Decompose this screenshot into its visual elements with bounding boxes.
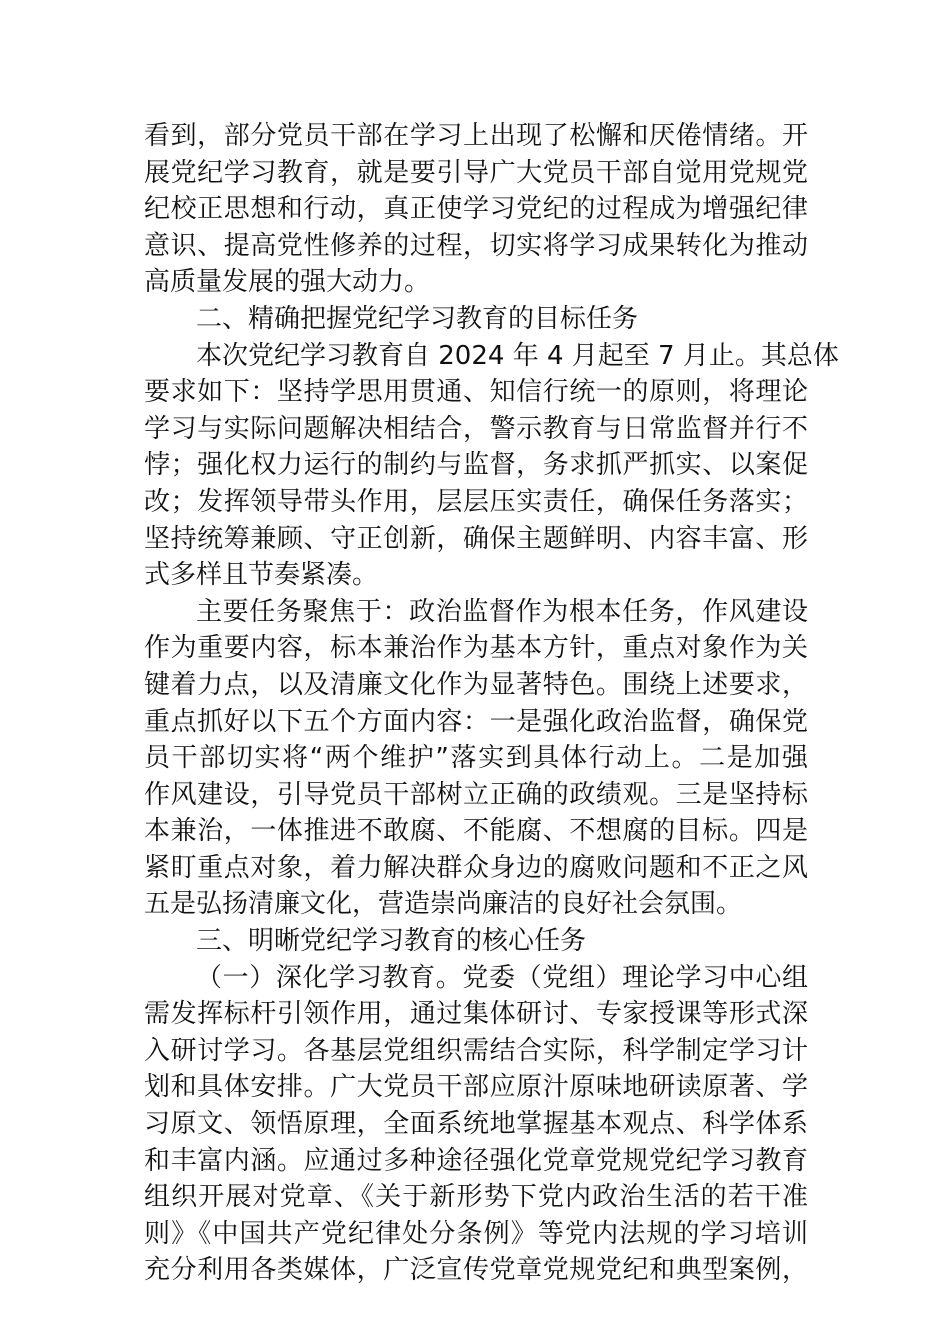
text-line: 则》《中国共产党纪律处分条例》等党内法规的学习培训 [144,1218,808,1249]
text-line: （一）深化学习教育。党委（党组）理论学习中心组 [196,962,808,993]
text-line: 坚持统筹兼顾、守正创新，确保主题鲜明、内容丰富、形 [144,523,808,554]
text-line: 需发挥标杆引领作用，通过集体研讨、专家授课等形式深 [144,999,808,1030]
text-line: 作为重要内容，标本兼治作为基本方针，重点对象作为关 [144,633,808,664]
text-line: 重点抓好以下五个方面内容：一是强化政治监督，确保党 [144,706,808,737]
text-line: 习原文、领悟原理，全面系统地掌握基本观点、科学体系 [144,1109,808,1140]
text-line: 作风建设，引导党员干部树立正确的政绩观。三是坚持标 [144,779,808,810]
text-line: 本兼治，一体推进不敢腐、不能腐、不想腐的目标。四是 [144,816,808,847]
text-line: 员干部切实将“两个维护”落实到具体行动上。二是加强 [144,743,808,774]
text-line: 改；发挥领导带头作用，层层压实责任，确保任务落实； [144,486,808,517]
text-line: 紧盯重点对象，着力解决群众身边的腐败问题和不正之风 [144,852,808,883]
text-line: 要求如下：坚持学思用贯通、知信行统一的原则，将理论 [144,377,808,408]
text-line: 组织开展对党章、《关于新形势下党内政治生活的若干准 [144,1182,808,1213]
text-line: 五是弘扬清廉文化，营造崇尚廉洁的良好社会氛围。 [144,889,743,920]
text-line: 高质量发展的强大动力。 [144,267,431,298]
text-line: 划和具体安排。广大党员干部应原汁原味地研读原著、学 [144,1072,808,1103]
text-line: 纪校正思想和行动，真正使学习党纪的过程成为增强纪律 [144,194,808,225]
text-line: 三、明晰党纪学习教育的核心任务 [196,926,587,957]
text-line: 展党纪学习教育，就是要引导广大党员干部自觉用党规党 [144,157,808,188]
text-line: 充分利用各类媒体，广泛宣传党章党规党纪和典型案例， [144,1255,808,1286]
text-line: 主要任务聚焦于：政治监督作为根本任务，作风建设 [196,596,808,627]
text-line: 二、精确把握党纪学习教育的目标任务 [196,303,639,334]
text-line: 入研讨学习。各基层党组织需结合实际，科学制定学习计 [144,1035,808,1066]
text-line: 悖；强化权力运行的制约与监督，务求抓严抓实、以案促 [144,450,808,481]
document-body [144,118,839,1289]
text-line: 本次党纪学习教育自 2024 年 4 月起至 7 月止。其总体 [196,340,839,371]
text-line: 式多样且节奏紧凑。 [144,560,379,591]
text-line: 学习与实际问题解决相结合，警示教育与日常监督并行不 [144,413,808,444]
text-line: 看到，部分党员干部在学习上出现了松懈和厌倦情绪。开 [144,121,808,151]
text-line: 键着力点，以及清廉文化作为显著特色。围绕上述要求， [144,669,808,700]
text-line: 和丰富内涵。应通过多种途径强化党章党规党纪学习教育 [144,1145,808,1176]
text-line: 意识、提高党性修养的过程，切实将学习成果转化为推动 [144,230,808,261]
